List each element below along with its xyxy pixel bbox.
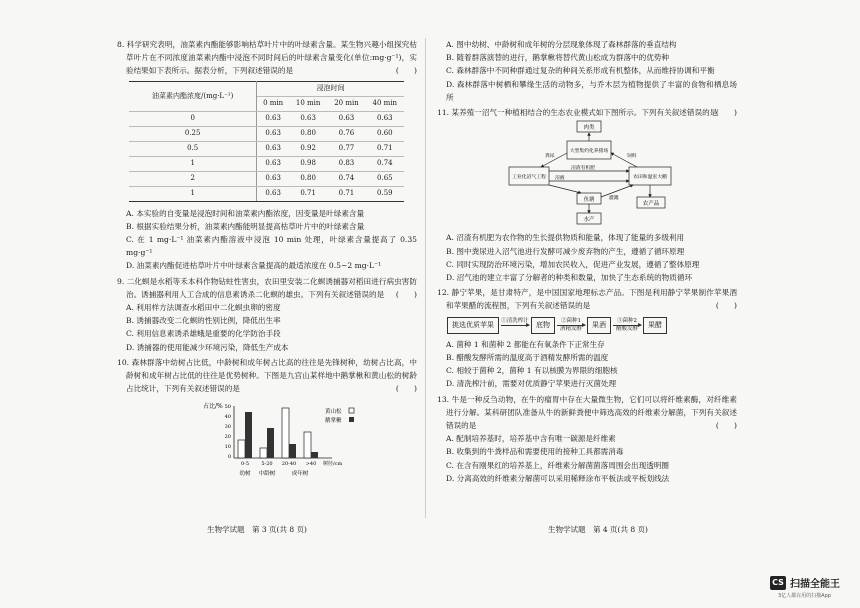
question-10 [117, 356, 417, 489]
option-d: D. 分离高效的纤维素分解菌可以采用稀释涂布平板法或平板划线法 [446, 473, 670, 483]
question-9 [117, 275, 417, 354]
question-12-stem: 12. 静宁苹果，是甘肃特产，是中国国家地理标志产品。下图是利用静宁苹果制作苹果酒和苹果醋的流程图，下列有关叙述错误的是 [437, 288, 737, 311]
x-tick-label: 0-5 [240, 461, 250, 468]
page-footer: 生物学试题 第 4 页(共 8 页) [548, 525, 648, 534]
table-col-header: 20 min [327, 96, 365, 111]
answer-paren: ( ) [395, 66, 417, 76]
legend-label: 鹅掌楸 [325, 418, 342, 425]
answer-paren: ( ) [395, 289, 417, 299]
label-aquatic: 水产 [583, 217, 595, 224]
answer-paren: ( ) [715, 108, 737, 118]
option-b: B. 醋酸发酵所需的温度高于酒精发酵所需的温度 [446, 353, 609, 363]
option-a: A. 配制培养基时，培养基中含有唯一碳源是纤维素 [446, 434, 616, 444]
table-row: 0.5 0.63 0.92 0.77 0.71 [129, 141, 404, 156]
table-row: 0 0.63 0.63 0.63 0.63 [129, 111, 404, 126]
flow-arrow: ②菌种1 酒精发酵 [557, 318, 585, 333]
option-c: C. 同时实现防治环境污染，增加农民收入，促进产业发展，遵循了整体原理 [446, 259, 700, 269]
table-group-header: 浸泡时间 [257, 81, 404, 96]
table-row-header: 油菜素内酯浓度/(mg·L⁻¹) [129, 81, 257, 111]
label-pig-farm: 大型集约化养猪场 [569, 149, 609, 155]
question-8-stem: 8. 科学研究表明，油菜素内酯能够影响枯草叶片中的叶绿素含量。某生物兴趣小组探究枯草叶片在不同浓度油菜素内酯中浸泡不同时间后的叶绿素含量变化(单位:mg·g⁻¹)，实验结果如下表所示。据表分析，下列叙述错误的是 [117, 40, 417, 76]
question-12 [437, 286, 737, 390]
group-label: 幼树 [239, 471, 251, 478]
question-10-stem: 10. 森林群落中幼树占比低，中龄树和成年树占比高的往往是先锋树种，幼树占比高，中龄树和成年树占比低的往往是优势树种。下图是九宫山某样地中鹅掌楸和黄山松的树龄占比统计，下列有关叙述错误的是 [117, 357, 417, 394]
table-row: 0.25 0.63 0.80 0.76 0.60 [129, 126, 404, 141]
question-13 [437, 393, 737, 485]
y-tick-label: 50 [224, 404, 231, 411]
y-tick-label: 0 [227, 454, 231, 461]
bar-huangshansong [304, 432, 311, 458]
option-c: C. 相较于菌种 2，菌种 1 有以核膜为界限的细胞核 [446, 366, 618, 376]
x-tick-label: >40 [305, 461, 317, 468]
flow-step-select-apple: 挑选优质苹果 [447, 317, 499, 334]
flow-step-wine: 果酒 [587, 317, 611, 334]
label-feed: 饲料 [627, 154, 637, 160]
legend-swatch [349, 408, 354, 413]
bar-ezhangqiu [311, 452, 318, 458]
question-13-stem: 13. 牛是一种反刍动物，在牛的瘤胃中存在大量微生物，它们可以将纤维素酶，对纤维素进行分解。某科研团队准备从牛的新鲜粪便中筛选高效的纤维素分解菌，下列有关叙述错误的是 [437, 394, 737, 431]
flow-arrow: ①清洗榨汁 [501, 317, 529, 324]
scanner-logo-icon: CS [770, 576, 786, 590]
label-biogas-slurry: 沼液 [555, 176, 565, 182]
table-col-header: 10 min [289, 96, 327, 111]
option-d: D. 诱捕器的使用能减少环境污染，降低生产成本 [126, 342, 289, 352]
option-a: A. 图中幼树、中龄树和成年树的分层现象体现了森林群落的垂直结构 [446, 40, 677, 49]
option-a: A. 菌种 1 和菌种 2 都能在有氧条件下正常生存 [446, 339, 605, 349]
question-9-stem: 9. 二化螟是水稻等禾本科作物钻蛀性害虫，农田里安装二化螟诱捕器对稻田进行病虫害防治。诱捕器利用人工合成的信息素诱杀二化螟的雄虫。下列有关叙述错误的是 [117, 276, 417, 299]
question-8 [117, 38, 417, 273]
answer-paren: ( ) [715, 421, 737, 431]
option-c: C. 在 1 mg·L⁻¹ 油菜素内酯溶液中浸泡 10 min 处理，叶绿素含量提高了 0.35 mg·g⁻¹ [126, 235, 417, 258]
question-10-options [437, 38, 737, 104]
table-row: 1 0.63 0.71 0.71 0.59 [129, 186, 404, 201]
option-c: C. 利用信息素诱杀雄蛾是重要的化学防治手段 [126, 329, 281, 339]
apple-process-flow [447, 317, 737, 334]
bar-huangshansong [238, 440, 245, 458]
table-col-header: 40 min [366, 96, 404, 111]
bar-huangshansong [282, 408, 289, 458]
y-tick-label: 20 [224, 434, 231, 441]
answer-paren: ( ) [395, 384, 417, 394]
x-tick-label: 5-20 [261, 461, 273, 468]
x-axis-label: 树径/cm [323, 461, 343, 468]
option-b: B. 图中粪尿进入沼气池进行发酵可减少废弃物的产生，遵循了循环原理 [446, 246, 685, 256]
y-tick-label: 30 [224, 424, 231, 431]
tree-age-chart [117, 398, 417, 488]
scanner-watermark [770, 575, 840, 590]
option-a: A. 沼渣有机肥为农作物的生长提供物质和能量，体现了能量的多级利用 [446, 233, 685, 243]
table-row: 2 0.63 0.80 0.74 0.65 [129, 171, 404, 186]
bar-huangshansong [260, 448, 267, 458]
page-right [437, 38, 737, 487]
scanner-tagline: 3亿人都在用的扫描App [778, 593, 831, 599]
option-c: C. 森林群落中不同种群通过复杂的种间关系形成有机整体，从而维持协调和平衡 [446, 66, 715, 76]
option-b: B. 随着群落演替的进行，鹅掌楸将替代黄山松成为群落中的优势种 [446, 53, 670, 63]
answer-paren: ( ) [715, 301, 737, 311]
option-d: D. 森林群落中树栖和攀缘生活的动物多，与乔木层为植物提供了丰富的食物和栖息场所 [446, 79, 737, 102]
eco-agriculture-diagram [437, 119, 737, 227]
bar-ezhangqiu [289, 444, 296, 458]
page-divider [425, 38, 426, 518]
option-a: A. 本实验的自变量是浸泡时间和油菜素内酯浓度，因变量是叶绿素含量 [126, 208, 365, 218]
page-footer: 生物学试题 第 3 页(共 8 页) [207, 525, 307, 534]
bar-ezhangqiu [267, 428, 274, 458]
flow-step-vinegar: 果醋 [643, 317, 667, 334]
option-a: A. 利用样方法调查水稻田中二化螟虫卵的密度 [126, 303, 281, 313]
option-b: B. 收集到的牛粪样品和需要使用的接种工具都需消毒 [446, 447, 624, 457]
option-b: B. 诱捕器改变二化螟的性别比例，降低出生率 [126, 316, 281, 326]
label-product: 农产品 [642, 201, 660, 208]
legend-label: 黄山松 [325, 409, 342, 416]
option-d: D. 清洗榨汁前，需要对优质静宁苹果进行灭菌处理 [446, 379, 617, 389]
option-b: B. 根据实验结果分析，油菜素内酯能明显提高枯草叶片中的叶绿素含量 [126, 221, 365, 231]
label-fertilizer: 沼渣有机肥 [571, 166, 595, 172]
label-farmland: 农田和温室大棚 [633, 175, 667, 181]
label-manure: 粪尿 [545, 154, 555, 160]
table-row: 1 0.63 0.98 0.83 0.74 [129, 156, 404, 171]
group-label: 成年树 [291, 471, 309, 478]
x-tick-label: 20-40 [281, 461, 297, 468]
y-tick-label: 40 [224, 414, 231, 421]
flow-step-substrate: 底物 [531, 317, 555, 334]
bar-ezhangqiu [245, 412, 252, 458]
label-biogas-industry: 工业化沼气工程 [512, 175, 546, 181]
label-meat: 肉类 [583, 125, 595, 132]
question-11-stem: 11. 某养殖一沼气一种植相结合的生态农业模式如下图所示。下列有关叙述错误的是 [437, 108, 718, 118]
tree-age-chart-svg [117, 398, 417, 490]
label-fishpond: 鱼塘 [583, 197, 595, 204]
option-c: C. 在含有刚果红的培养基上，纤维素分解菌菌落周围会出现透明圈 [446, 460, 669, 470]
group-label: 中龄树 [258, 471, 276, 478]
scanner-name: 扫描全能王 [790, 579, 840, 590]
y-axis-label: 占比/% [203, 403, 223, 411]
label-irrigate: 灌溉 [609, 196, 619, 202]
flow-arrow: ③菌种2 醋酸发酵 [613, 318, 641, 333]
page-left [117, 38, 417, 490]
y-tick-label: 10 [224, 444, 231, 451]
chlorophyll-table [129, 81, 404, 202]
option-d: D. 沼气池的建立丰富了分解者的种类和数量，加快了生态系统的物质循环 [446, 273, 693, 283]
option-d: D. 油菜素内酯促进枯草叶片中叶绿素含量提高的最适浓度在 0.5~2 mg·L⁻¹ [126, 261, 382, 271]
table-col-header: 0 min [257, 96, 289, 111]
question-11 [437, 106, 737, 284]
legend-swatch [349, 417, 354, 422]
